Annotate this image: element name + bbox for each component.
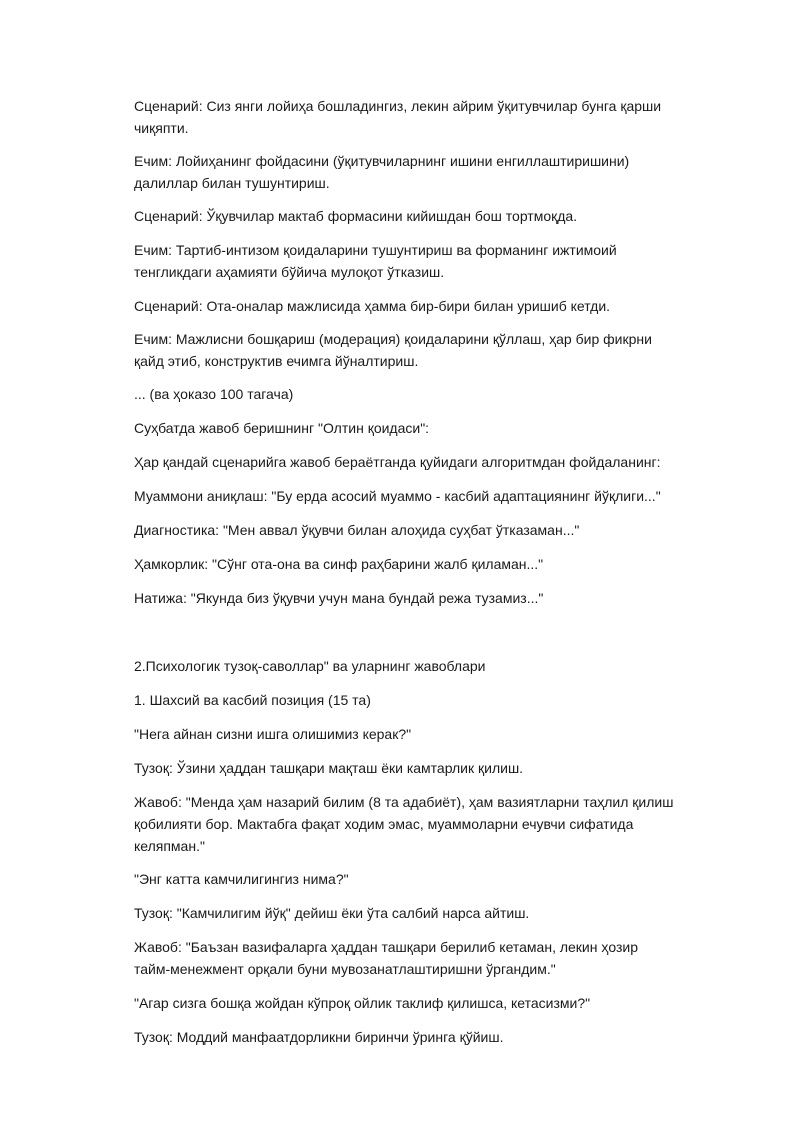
paragraph: Ҳар қандай сценарийга жавоб бераётганда қуйидаги алгоритмдан фойдаланинг: (134, 454, 661, 470)
paragraph: Сценарий: Сиз янги лойиҳа бошладингиз, лекин айрим ўқитувчилар бунга қарши чиқяпти. (134, 98, 662, 136)
paragraph: Ечим: Мажлисни бошқариш (модерация) қоидаларини қўллаш, ҳар бир фикрни қайд этиб, конструктив ечимга йўналтириш. (134, 331, 652, 369)
question-text: "Энг катта камчилигингиз нима?" (134, 871, 349, 887)
paragraph: Муаммони аниқлаш: "Бу ерда асосий муаммо - касбий адаптациянинг йўқлиги..." (134, 488, 661, 504)
paragraph: Тузоқ: Ўзини ҳаддан ташқари мақташ ёки камтарлик қилиш. (134, 760, 524, 776)
paragraph: Жавоб: "Баъзан вазифаларга ҳаддан ташқари берилиб кетаман, лекин ҳозир тайм-менежмент орқали буни мувозанатлаштиришни ўргандим." (134, 939, 639, 977)
paragraph: Ечим: Лойиҳанинг фойдасини (ўқитувчиларнинг ишини енгиллаштиришини) далиллар билан тушунтириш. (134, 153, 630, 191)
paragraph: Диагностика: "Мен аввал ўқувчи билан алоҳида суҳбат ўтказаман..." (134, 522, 580, 538)
paragraph: Жавоб: "Менда ҳам назарий билим (8 та адабиёт), ҳам вазиятларни таҳлил қилиш қобилияти бор. Мактабга фақат ходим эмас, муаммоларни ечувчи сифатида келяпман." (134, 794, 674, 854)
section-heading: Натижа: "Якунда биз ўқувчи учун мана бундай режа тузамиз..." (134, 590, 544, 606)
paragraph: Ҳамкорлик: "Сўнг ота-она ва синф раҳбарини жалб қиламан..." (134, 556, 544, 572)
paragraph: Ечим: Тартиб-интизом қоидаларини тушунтириш ва форманинг ижтимоий тенгликдаги аҳамияти бўйича мулоқот ўтказиш. (134, 242, 617, 280)
paragraph: Суҳбатда жавоб беришнинг "Олтин қоидаси": (134, 420, 430, 436)
question-text: "Агар сизга бошқа жойдан кўпроқ ойлик таклиф қилишса, кетасизми?" (134, 995, 591, 1011)
section-heading: 2.Психологик тузоқ-саволлар" ва уларнинг жавоблари (134, 658, 486, 674)
paragraph: Тузоқ: Моддий манфаатдорликни биринчи ўринга қўйиш. (134, 1029, 504, 1045)
subsection-heading: 1. Шахсий ва касбий позиция (15 та) (134, 692, 371, 708)
question-text: "Нега айнан сизни ишга олишимиз керак?" (134, 726, 412, 742)
paragraph: Сценарий: Ота-оналар мажлисида ҳамма бир-бири билан уришиб кетди. (134, 298, 611, 314)
paragraph: ... (ва ҳоказо 100 тагача) (134, 386, 294, 402)
paragraph: Сценарий: Ўқувчилар мактаб формасини кийишдан бош тортмоқда. (134, 208, 578, 224)
paragraph: Тузоқ: "Камчилигим йўқ" дейиш ёки ўта салбий нарса айтиш. (134, 905, 530, 921)
